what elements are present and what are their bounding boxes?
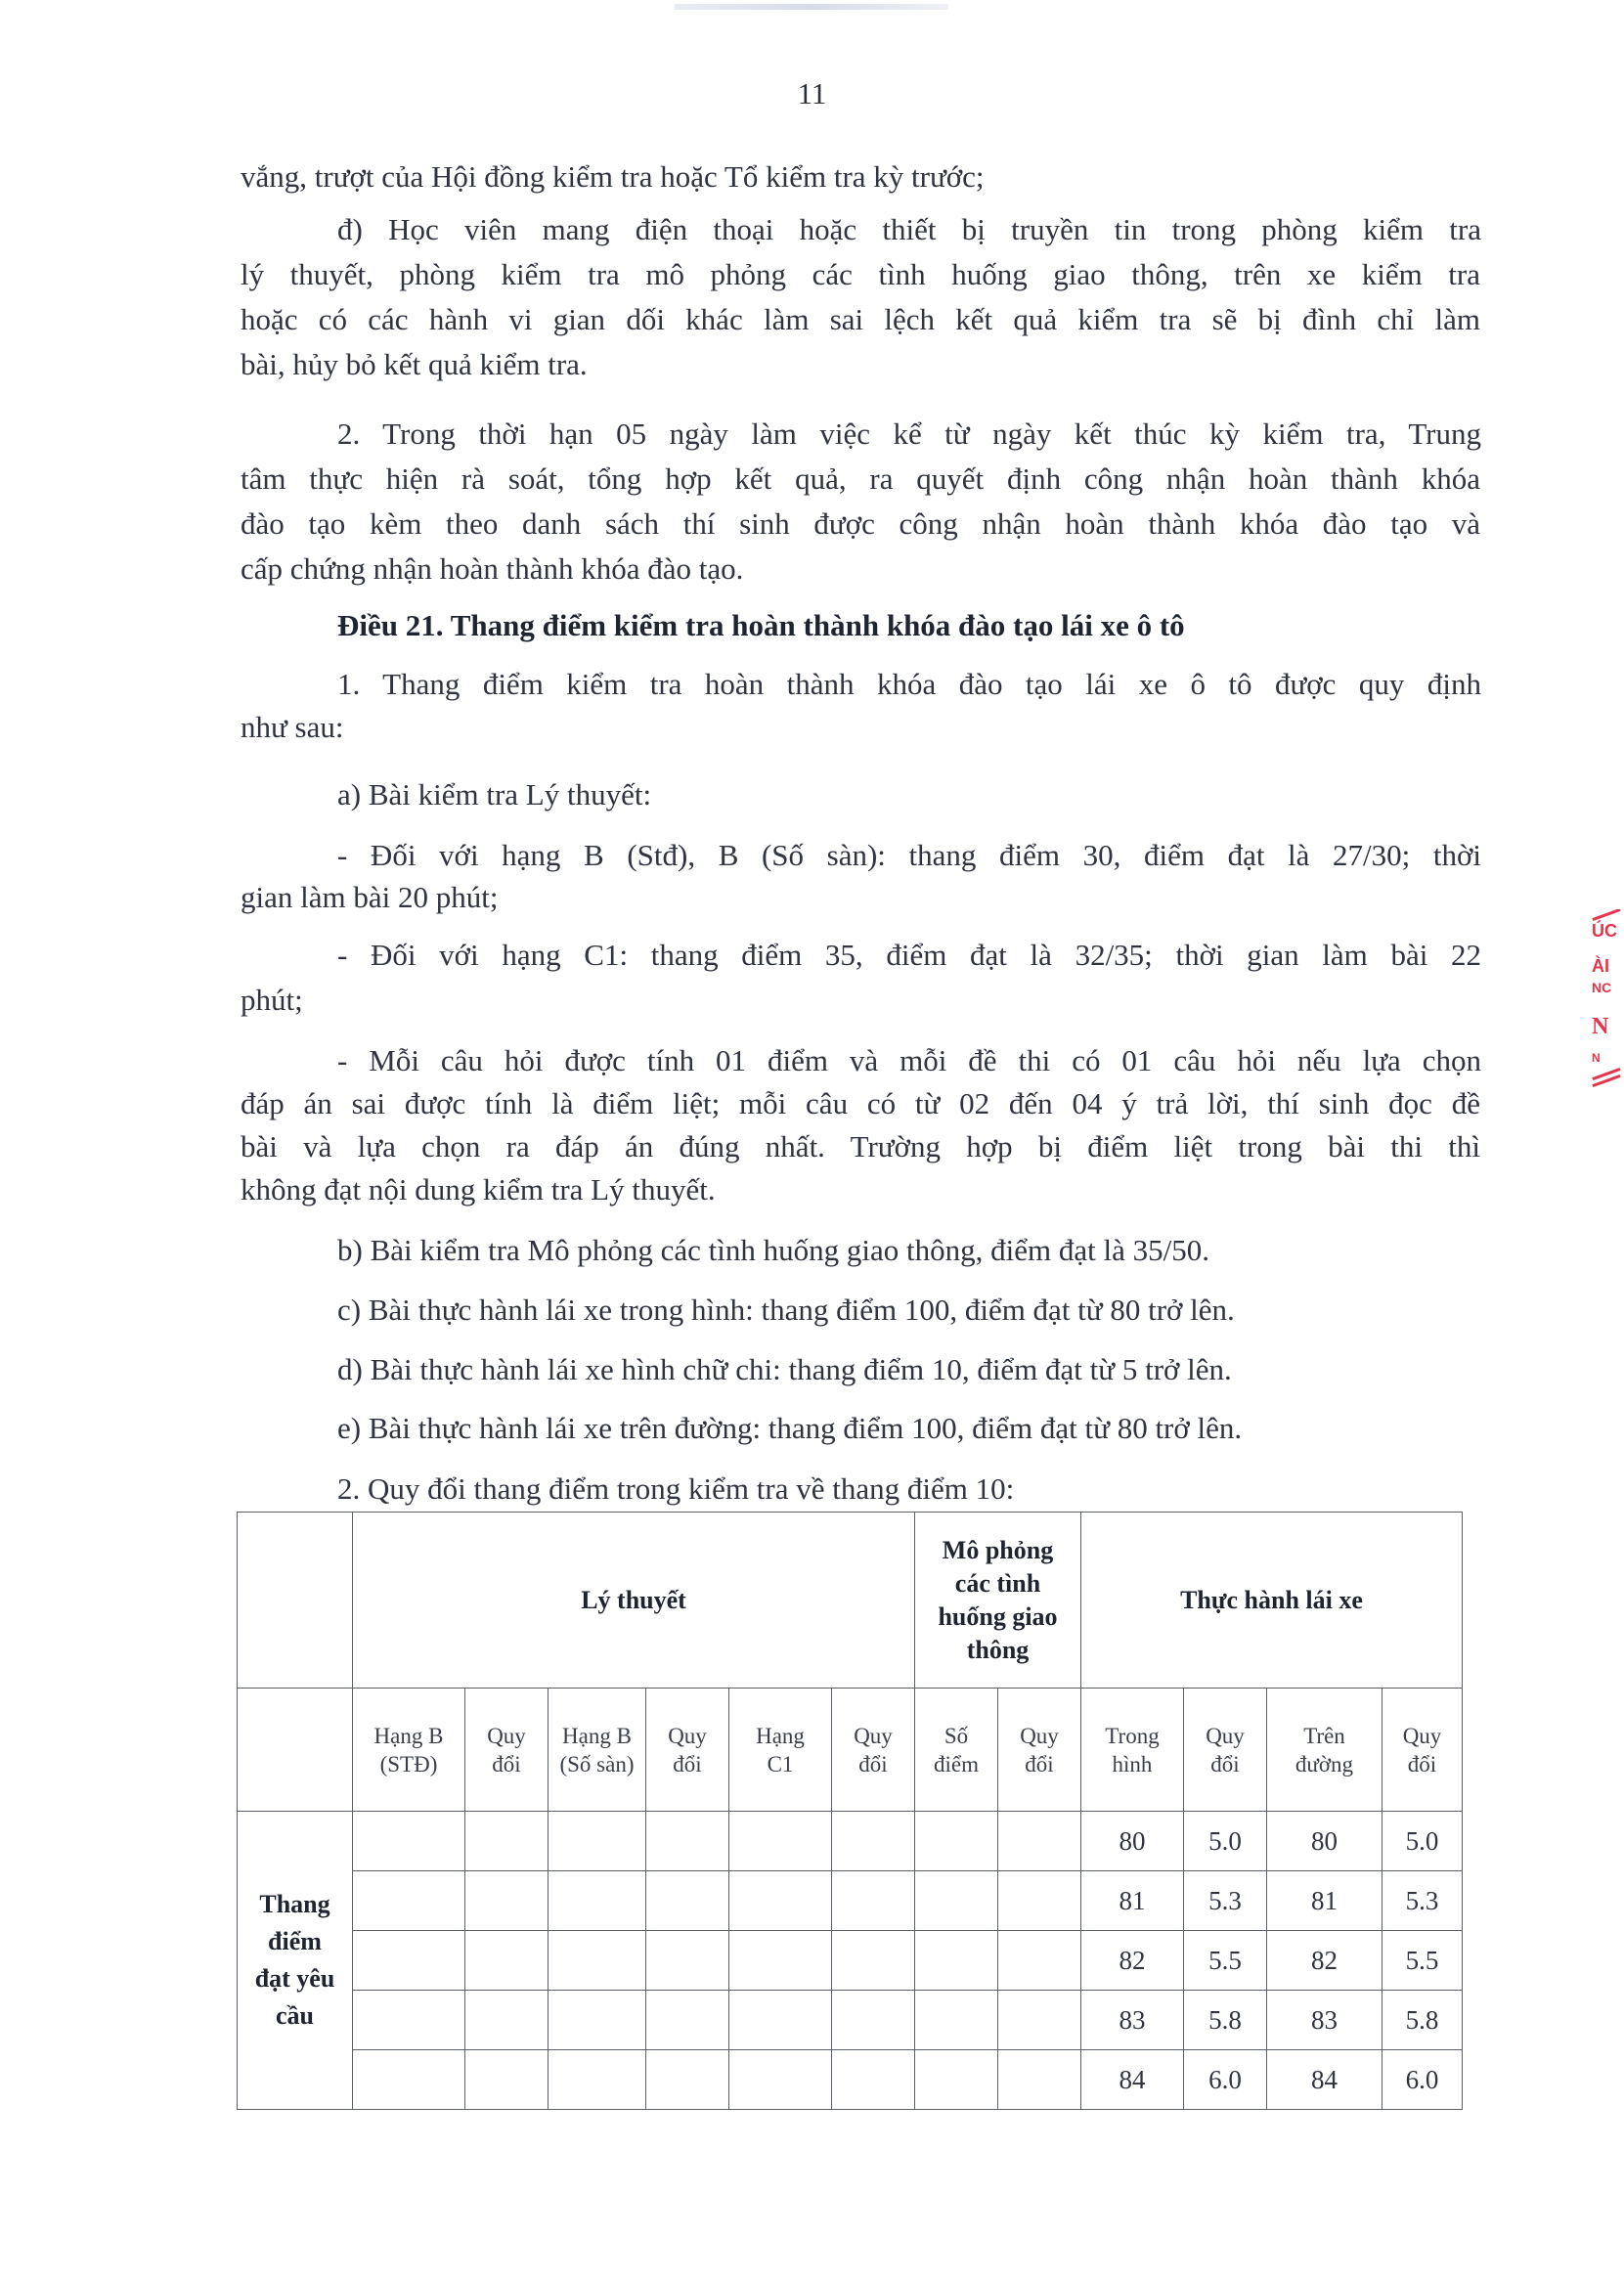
table-cell (646, 1812, 729, 1871)
text-line: đáp án sai được tính là điểm liệt; mỗi câu có từ 02 đến 04 ý trả lời, thí sinh đọc đề (241, 1086, 1480, 1120)
table-cell: 5.0 (1383, 1812, 1463, 1871)
table-cell (549, 2050, 646, 2110)
text-line: c) Bài thực hành lái xe trong hình: thang điểm 100, điểm đạt từ 80 trở lên. (337, 1293, 1235, 1327)
table-row (238, 1871, 1463, 1931)
col-header: Hạng B (STĐ) (353, 1689, 465, 1812)
table-cell: 82 (1081, 1931, 1184, 1991)
text-line: gian làm bài 20 phút; (241, 880, 499, 914)
empty-label-cell (238, 1689, 353, 1812)
table-cell (549, 1991, 646, 2050)
table-cell (998, 1812, 1081, 1871)
group-header-ly-thuyet: Lý thuyết (353, 1513, 915, 1689)
table-cell: 84 (1267, 2050, 1383, 2110)
table-cell (729, 1931, 832, 1991)
text-line: tâm thực hiện rà soát, tổng hợp kết quả, ra quyết định công nhận hoàn thành khóa (241, 461, 1480, 496)
table-cell (353, 2050, 465, 2110)
table-cell (465, 1931, 549, 1991)
text-line: a) Bài kiểm tra Lý thuyết: (337, 777, 652, 812)
table-cell (832, 1991, 915, 2050)
table-cell (729, 2050, 832, 2110)
table-cell (646, 2050, 729, 2110)
text-line: 2. Trong thời hạn 05 ngày làm việc kể từ ngày kết thúc kỳ kiểm tra, Trung (337, 417, 1481, 451)
table-cell (832, 2050, 915, 2110)
table-cell (915, 1991, 998, 2050)
col-header: Hạng C1 (729, 1689, 832, 1812)
group-header-mo-phong: Mô phỏng các tình huống giao thông (915, 1513, 1081, 1689)
table-cell (729, 1812, 832, 1871)
seal-text: ÀI (1592, 956, 1609, 976)
text-line: bài và lựa chọn ra đáp án đúng nhất. Trường hợp bị điểm liệt trong bài thi thì (241, 1129, 1480, 1163)
col-header: Quy đổi (998, 1689, 1081, 1812)
text-line: đ) Học viên mang điện thoại hoặc thiết bị truyền tin trong phòng kiểm tra (337, 212, 1481, 246)
table-cell (915, 1931, 998, 1991)
col-header: Hạng B (Số sàn) (549, 1689, 646, 1812)
table-cell (729, 1991, 832, 2050)
score-conversion-table (237, 1512, 1463, 2110)
group-header-thuc-hanh: Thực hành lái xe (1081, 1513, 1463, 1689)
seal-text: N (1592, 1051, 1601, 1065)
table-cell (832, 1812, 915, 1871)
table-cell (465, 1812, 549, 1871)
table-cell: 84 (1081, 2050, 1184, 2110)
text-line: vắng, trượt của Hội đồng kiểm tra hoặc Tổ kiểm tra kỳ trước; (241, 159, 985, 194)
table-cell (646, 1991, 729, 2050)
text-line: như sau: (241, 710, 344, 744)
text-line: cấp chứng nhận hoàn thành khóa đào tạo. (241, 551, 744, 586)
table-cell (465, 1991, 549, 2050)
table-cell (832, 1931, 915, 1991)
table-cell (915, 2050, 998, 2110)
table-cell (998, 1871, 1081, 1931)
text-line: 2. Quy đổi thang điểm trong kiểm tra về thang điểm 10: (337, 1471, 1015, 1506)
table-cell (915, 1812, 998, 1871)
seal-text: N (1592, 1014, 1609, 1039)
text-line: đào tạo kèm theo danh sách thí sinh được công nhận hoàn thành khóa đào tạo và (241, 506, 1480, 541)
text-line: d) Bài thực hành lái xe hình chữ chi: thang điểm 10, điểm đạt từ 5 trở lên. (337, 1352, 1232, 1386)
table-cell: 5.5 (1383, 1931, 1463, 1991)
text-line: không đạt nội dung kiểm tra Lý thuyết. (241, 1172, 716, 1206)
table-cell (998, 1931, 1081, 1991)
table-cell: 82 (1267, 1931, 1383, 1991)
col-header: Quy đổi (465, 1689, 549, 1812)
table-cell (998, 2050, 1081, 2110)
table-cell (915, 1871, 998, 1931)
seal-text: NC (1592, 980, 1612, 995)
table-row (238, 1812, 1463, 1871)
corner-cell (238, 1513, 353, 1689)
col-header: Số điểm (915, 1689, 998, 1812)
table-cell: 80 (1081, 1812, 1184, 1871)
table-cell (729, 1871, 832, 1931)
table-cell (998, 1991, 1081, 2050)
col-header: Quy đổi (1383, 1689, 1463, 1812)
text-line: phút; (241, 983, 303, 1017)
text-line: b) Bài kiểm tra Mô phỏng các tình huống giao thông, điểm đạt là 35/50. (337, 1233, 1209, 1267)
text-line: hoặc có các hành vi gian dối khác làm sai lệch kết quả kiểm tra sẽ bị đình chỉ làm (241, 302, 1480, 336)
subheader-row (238, 1689, 1463, 1812)
table-cell (353, 1931, 465, 1991)
table-cell: 83 (1267, 1991, 1383, 2050)
table-row (238, 1931, 1463, 1991)
text-line: - Đối với hạng C1: thang điểm 35, điểm đạt là 32/35; thời gian làm bài 22 (337, 938, 1481, 972)
table-cell: 5.0 (1184, 1812, 1267, 1871)
table-cell: 80 (1267, 1812, 1383, 1871)
article-heading: Điều 21. Thang điểm kiểm tra hoàn thành khóa đào tạo lái xe ô tô (337, 608, 1185, 642)
text-line: - Mỗi câu hỏi được tính 01 điểm và mỗi đề thi có 01 câu hỏi nếu lựa chọn (337, 1043, 1481, 1077)
text-line: lý thuyết, phòng kiểm tra mô phỏng các tình huống giao thông, trên xe kiểm tra (241, 257, 1480, 291)
text-line: bài, hủy bỏ kết quả kiểm tra. (241, 347, 588, 381)
group-header-row (238, 1513, 1463, 1689)
table-cell: 81 (1267, 1871, 1383, 1931)
col-header: Quy đổi (646, 1689, 729, 1812)
page-number: 11 (797, 76, 827, 110)
table-cell: 5.8 (1383, 1991, 1463, 2050)
table-cell: 5.5 (1184, 1931, 1267, 1991)
table-cell: 81 (1081, 1871, 1184, 1931)
table-cell (832, 1871, 915, 1931)
scan-artifact (675, 4, 948, 10)
table-cell (353, 1812, 465, 1871)
col-header: Trong hình (1081, 1689, 1184, 1812)
table-cell: 5.3 (1383, 1871, 1463, 1931)
table-cell: 6.0 (1184, 2050, 1267, 2110)
col-header: Quy đổi (1184, 1689, 1267, 1812)
table-cell (549, 1931, 646, 1991)
table-cell: 5.8 (1184, 1991, 1267, 2050)
table-cell (646, 1871, 729, 1931)
table-cell (465, 2050, 549, 2110)
table-cell (353, 1991, 465, 2050)
table-cell (646, 1931, 729, 1991)
table-row (238, 2050, 1463, 2110)
seal-text: ÚC (1592, 921, 1617, 941)
red-seal-stamp (1592, 909, 1624, 1163)
table-cell (465, 1871, 549, 1931)
table-cell (353, 1871, 465, 1931)
text-line: - Đối với hạng B (Stđ), B (Số sàn): thang điểm 30, điểm đạt là 27/30; thời (337, 838, 1481, 872)
table-row (238, 1991, 1463, 2050)
table-cell (549, 1812, 646, 1871)
table-cell: 5.3 (1184, 1871, 1267, 1931)
row-label-cell: Thang điểm đạt yêu cầu (238, 1812, 353, 2110)
col-header: Trên đường (1267, 1689, 1383, 1812)
table-cell: 6.0 (1383, 2050, 1463, 2110)
text-line: e) Bài thực hành lái xe trên đường: thang điểm 100, điểm đạt từ 80 trở lên. (337, 1411, 1243, 1445)
table-cell: 83 (1081, 1991, 1184, 2050)
text-line: 1. Thang điểm kiểm tra hoàn thành khóa đào tạo lái xe ô tô được quy định (337, 667, 1481, 701)
table-cell (549, 1871, 646, 1931)
col-header: Quy đổi (832, 1689, 915, 1812)
